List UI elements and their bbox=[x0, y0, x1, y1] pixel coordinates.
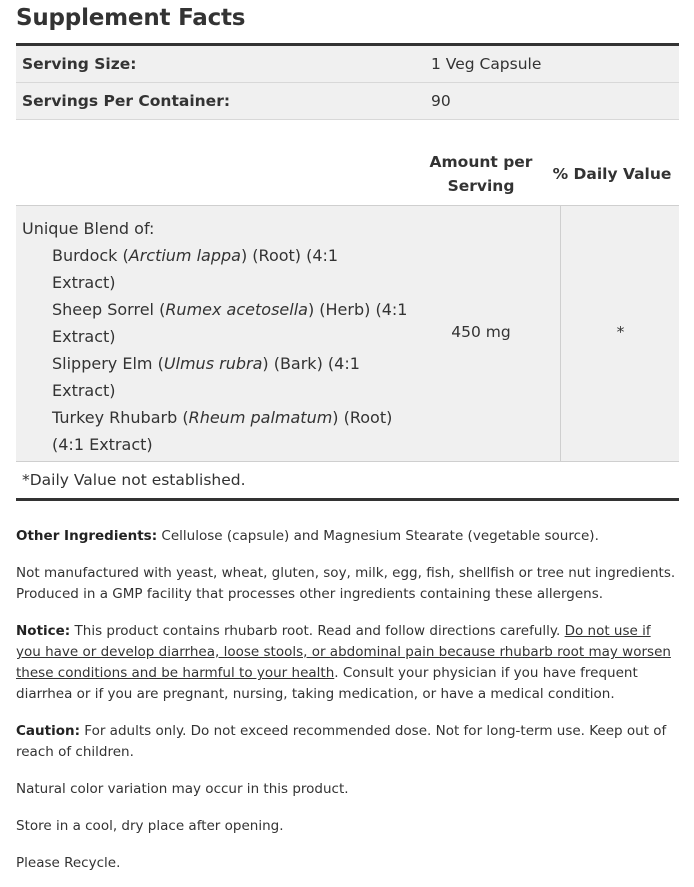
serving-size-label: Serving Size: bbox=[22, 55, 137, 73]
color-variation-note: Natural color variation may occur in this product. bbox=[16, 781, 349, 797]
ingredient-latin: Arctium lappa bbox=[128, 246, 241, 265]
other-ingredients-text: Cellulose (capsule) and Magnesium Stearate (vegetable source). bbox=[157, 528, 599, 544]
caution-text: For adults only. Do not exceed recommended dose. Not for long-term use. Keep out of reach of children. bbox=[16, 723, 667, 760]
blend-row bbox=[16, 205, 679, 462]
other-ingredients bbox=[16, 526, 678, 547]
ingredient-latin: Rheum palmatum bbox=[188, 408, 333, 427]
ingredient-latin: Rumex acetosella bbox=[165, 300, 308, 319]
storage-note: Store in a cool, dry place after opening. bbox=[16, 818, 284, 834]
caution-label: Caution: bbox=[16, 723, 80, 739]
column-divider bbox=[560, 206, 561, 461]
ingredient-latin: Ulmus rubra bbox=[163, 354, 263, 373]
ingredient-turkey-rhubarb bbox=[22, 404, 422, 458]
blend-amount: 450 mg bbox=[451, 323, 511, 341]
daily-value-footnote: *Daily Value not established. bbox=[22, 471, 246, 489]
servings-per-container-row bbox=[16, 83, 679, 120]
daily-value-header: % Daily Value bbox=[552, 165, 672, 183]
notice-paragraph bbox=[16, 621, 678, 705]
allergen-statement bbox=[16, 563, 678, 605]
ingredient-slippery-elm bbox=[22, 350, 422, 404]
notice-text-continued: . Consult your physician if you have frequent diarrhea or if you are pregnant, nursing, taking medication, or have a medical condition. bbox=[16, 665, 638, 702]
serving-size-value: 1 Veg Capsule bbox=[431, 55, 542, 73]
ingredient-detail: ) (Bark) (4:1 bbox=[262, 354, 360, 373]
ingredient-detail: ) (Herb) (4:1 bbox=[307, 300, 408, 319]
ingredient-detail-line2: Extract) bbox=[52, 327, 116, 346]
ingredient-name: Sheep Sorrel ( bbox=[52, 300, 166, 319]
blend-heading: Unique Blend of: bbox=[22, 219, 155, 238]
blend-ingredients bbox=[22, 215, 422, 458]
recycle-note: Please Recycle. bbox=[16, 855, 121, 871]
serving-size-row bbox=[16, 46, 679, 83]
amount-per-serving-header bbox=[411, 150, 551, 198]
ingredient-detail-line2: Extract) bbox=[52, 273, 116, 292]
ingredient-sheep-sorrel bbox=[22, 296, 422, 350]
ingredient-detail: ) (Root) (4:1 bbox=[240, 246, 339, 265]
notice-label: Notice: bbox=[16, 623, 71, 639]
allergen-line-2: Produced in a GMP facility that processes other ingredients containing these allergens. bbox=[16, 586, 604, 602]
amount-header-line1: Amount per bbox=[429, 153, 533, 171]
caution-paragraph bbox=[16, 721, 678, 763]
ingredient-name: Slippery Elm ( bbox=[52, 354, 164, 373]
ingredient-name: Turkey Rhubarb ( bbox=[52, 408, 189, 427]
bottom-divider bbox=[16, 498, 679, 501]
notice-text: This product contains rhubarb root. Read and follow directions carefully. bbox=[70, 623, 565, 639]
ingredient-burdock bbox=[22, 242, 422, 296]
ingredient-detail: ) (Root) bbox=[332, 408, 393, 427]
blend-daily-value: * bbox=[616, 323, 625, 341]
notice-warning-underlined: Do not use if you have or develop diarrhea, loose stools, or abdominal pain because rhubarb root may worsen these conditions and be harmful to your health bbox=[16, 623, 671, 681]
ingredient-name: Burdock ( bbox=[52, 246, 129, 265]
amount-header-line2: Serving bbox=[447, 177, 515, 195]
servings-per-container-value: 90 bbox=[431, 92, 451, 110]
other-ingredients-label: Other Ingredients: bbox=[16, 528, 158, 544]
page-title: Supplement Facts bbox=[16, 5, 246, 31]
ingredient-detail-line2: (4:1 Extract) bbox=[52, 435, 153, 454]
servings-per-container-label: Servings Per Container: bbox=[22, 92, 231, 110]
allergen-line-1: Not manufactured with yeast, wheat, gluten, soy, milk, egg, fish, shellfish or tree nut ingredients. bbox=[16, 565, 676, 581]
ingredient-detail-line2: Extract) bbox=[52, 381, 116, 400]
